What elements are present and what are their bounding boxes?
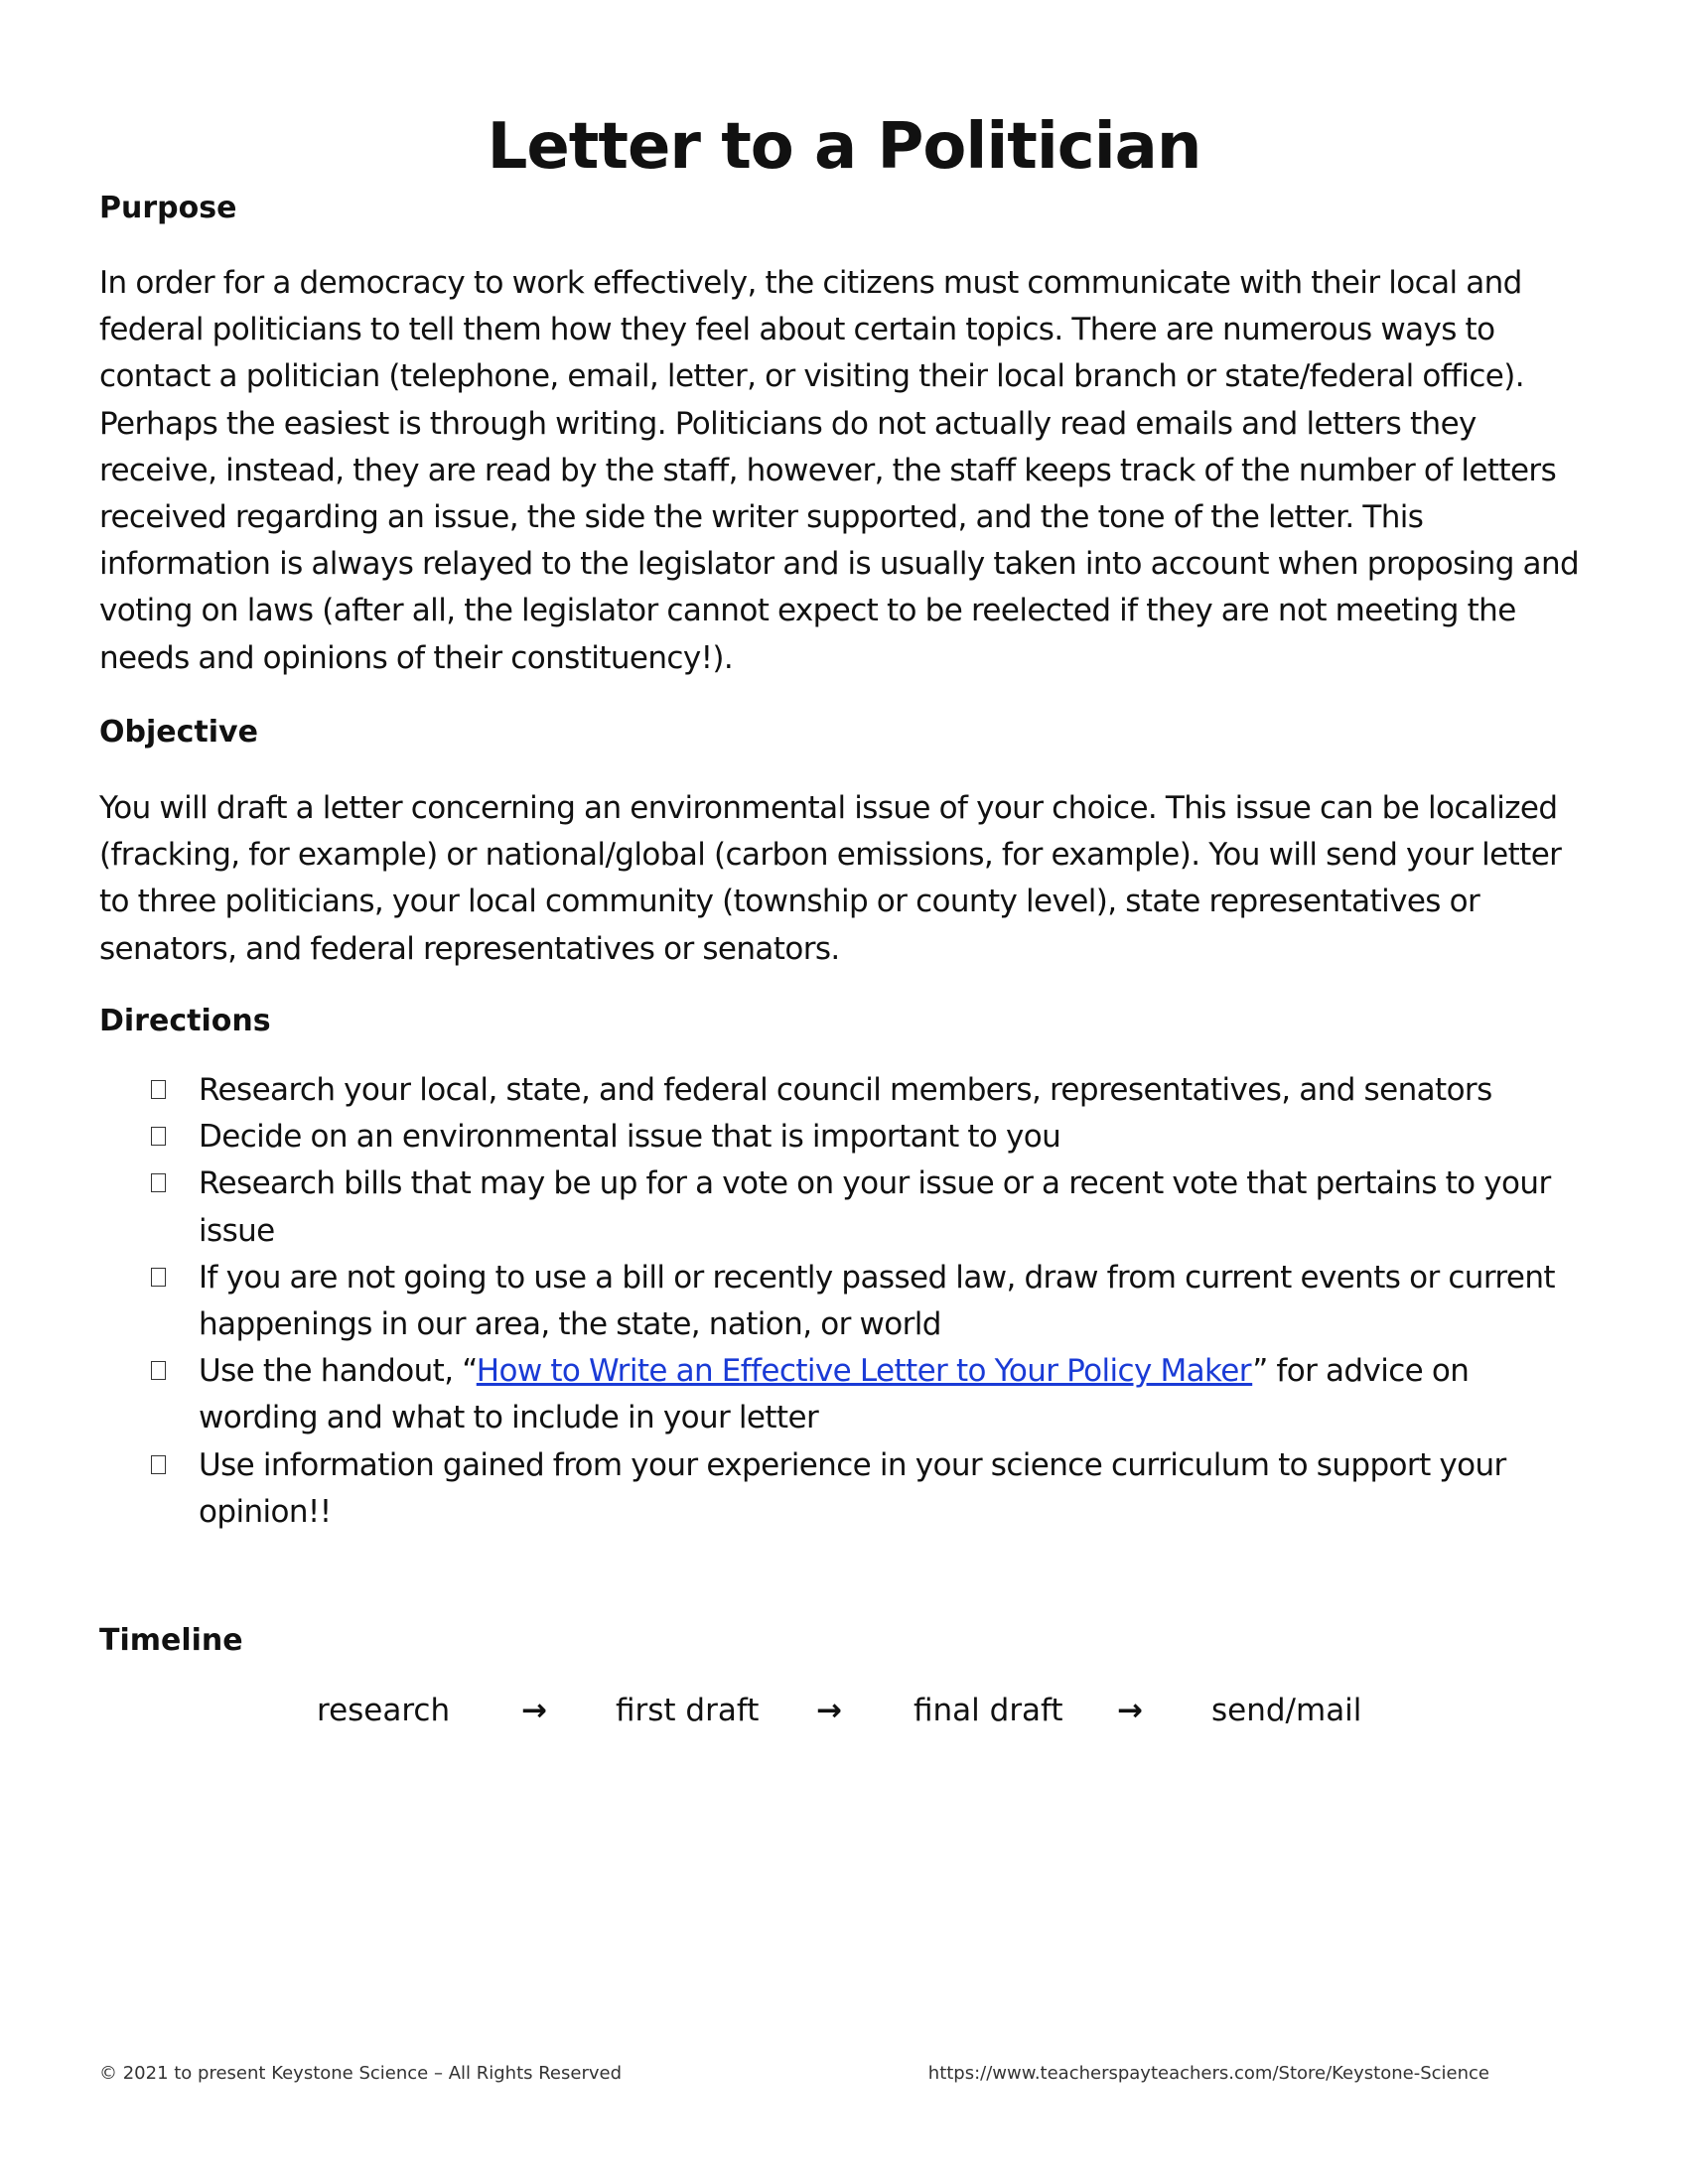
arrow-right-icon: → (521, 1693, 547, 1728)
directions-item-text: Decide on an environmental issue that is important to you (199, 1119, 1061, 1156)
checkbox-icon[interactable] (151, 1127, 166, 1146)
checkbox-icon[interactable] (151, 1268, 166, 1287)
directions-heading: Directions (99, 1004, 271, 1038)
checkbox-icon[interactable] (151, 1080, 166, 1099)
directions-checklist (99, 1067, 1589, 1536)
directions-item (99, 1442, 1589, 1536)
checkbox-icon[interactable] (151, 1455, 166, 1474)
timeline-step-research: research (317, 1693, 451, 1728)
page-title: Letter to a Politician (487, 110, 1201, 184)
directions-item-text: Use information gained from your experience in your science curriculum to support your opinion!! (199, 1446, 1506, 1530)
timeline-row (99, 1686, 1589, 1735)
timeline-step-first-draft: first draft (616, 1693, 760, 1728)
timeline-step-send-mail: send/mail (1211, 1693, 1362, 1728)
directions-item-suffix: ” for advice on wording and what to include in your letter (199, 1353, 1470, 1436)
timeline-heading: Timeline (99, 1623, 243, 1658)
purpose-paragraph: In order for a democracy to work effectively, the citizens must communicate with their local and federal politicians to tell them how they feel about certain topics. There are numerous ways to contact a politician (telephone, email, letter, or visiting their local branch or state/federal office). Perhaps the easiest is through writing. Politicians do not actually read emails and letters they receive, instead, they are read by the staff, however, the staff keeps track of the number of letters received regarding an issue, the side the writer supported, and the tone of the letter. This information is always relayed to the legislator and is usually taken into account when proposing and voting on laws (after all, the legislator cannot expect to be reelected if they are not meeting the needs and opinions of their constituency!). (99, 265, 1580, 676)
timeline-step-final-draft: final draft (914, 1693, 1063, 1728)
directions-item-text: Research bills that may be up for a vote on your issue or a recent vote that pertains to your issue (199, 1165, 1551, 1249)
directions-item (99, 1067, 1589, 1114)
directions-item-text: Research your local, state, and federal council members, representatives, and senators (199, 1072, 1492, 1108)
directions-item (99, 1348, 1589, 1441)
arrow-right-icon: → (816, 1693, 842, 1728)
checkbox-icon[interactable] (151, 1173, 166, 1192)
checkbox-icon[interactable] (151, 1361, 166, 1380)
document-page (99, 0, 1589, 2184)
purpose-heading: Purpose (99, 191, 237, 225)
directions-item (99, 1255, 1589, 1348)
directions-item-text: If you are not going to use a bill or recently passed law, draw from current events or current happenings in our area, the state, nation, or world (199, 1259, 1555, 1343)
objective-paragraph: You will draft a letter concerning an environmental issue of your choice. This issue can be localized (fracking, for example) or national/global (carbon emissions, for example). You will send your letter to three politicians, your local community (township or county level), state representatives or senators, and federal representatives or senators. (99, 790, 1562, 967)
objective-heading: Objective (99, 715, 258, 750)
directions-item (99, 1160, 1589, 1254)
handout-link[interactable]: How to Write an Effective Letter to Your Policy Maker (476, 1353, 1253, 1390)
directions-item-prefix: Use the handout, “ (199, 1353, 477, 1390)
arrow-right-icon: → (1117, 1693, 1143, 1728)
footer-url: https://www.teacherspayteachers.com/Store/Keystone-Science (927, 2063, 1489, 2084)
directions-item (99, 1114, 1589, 1160)
footer-copyright: © 2021 to present Keystone Science – All Rights Reserved (99, 2063, 623, 2084)
